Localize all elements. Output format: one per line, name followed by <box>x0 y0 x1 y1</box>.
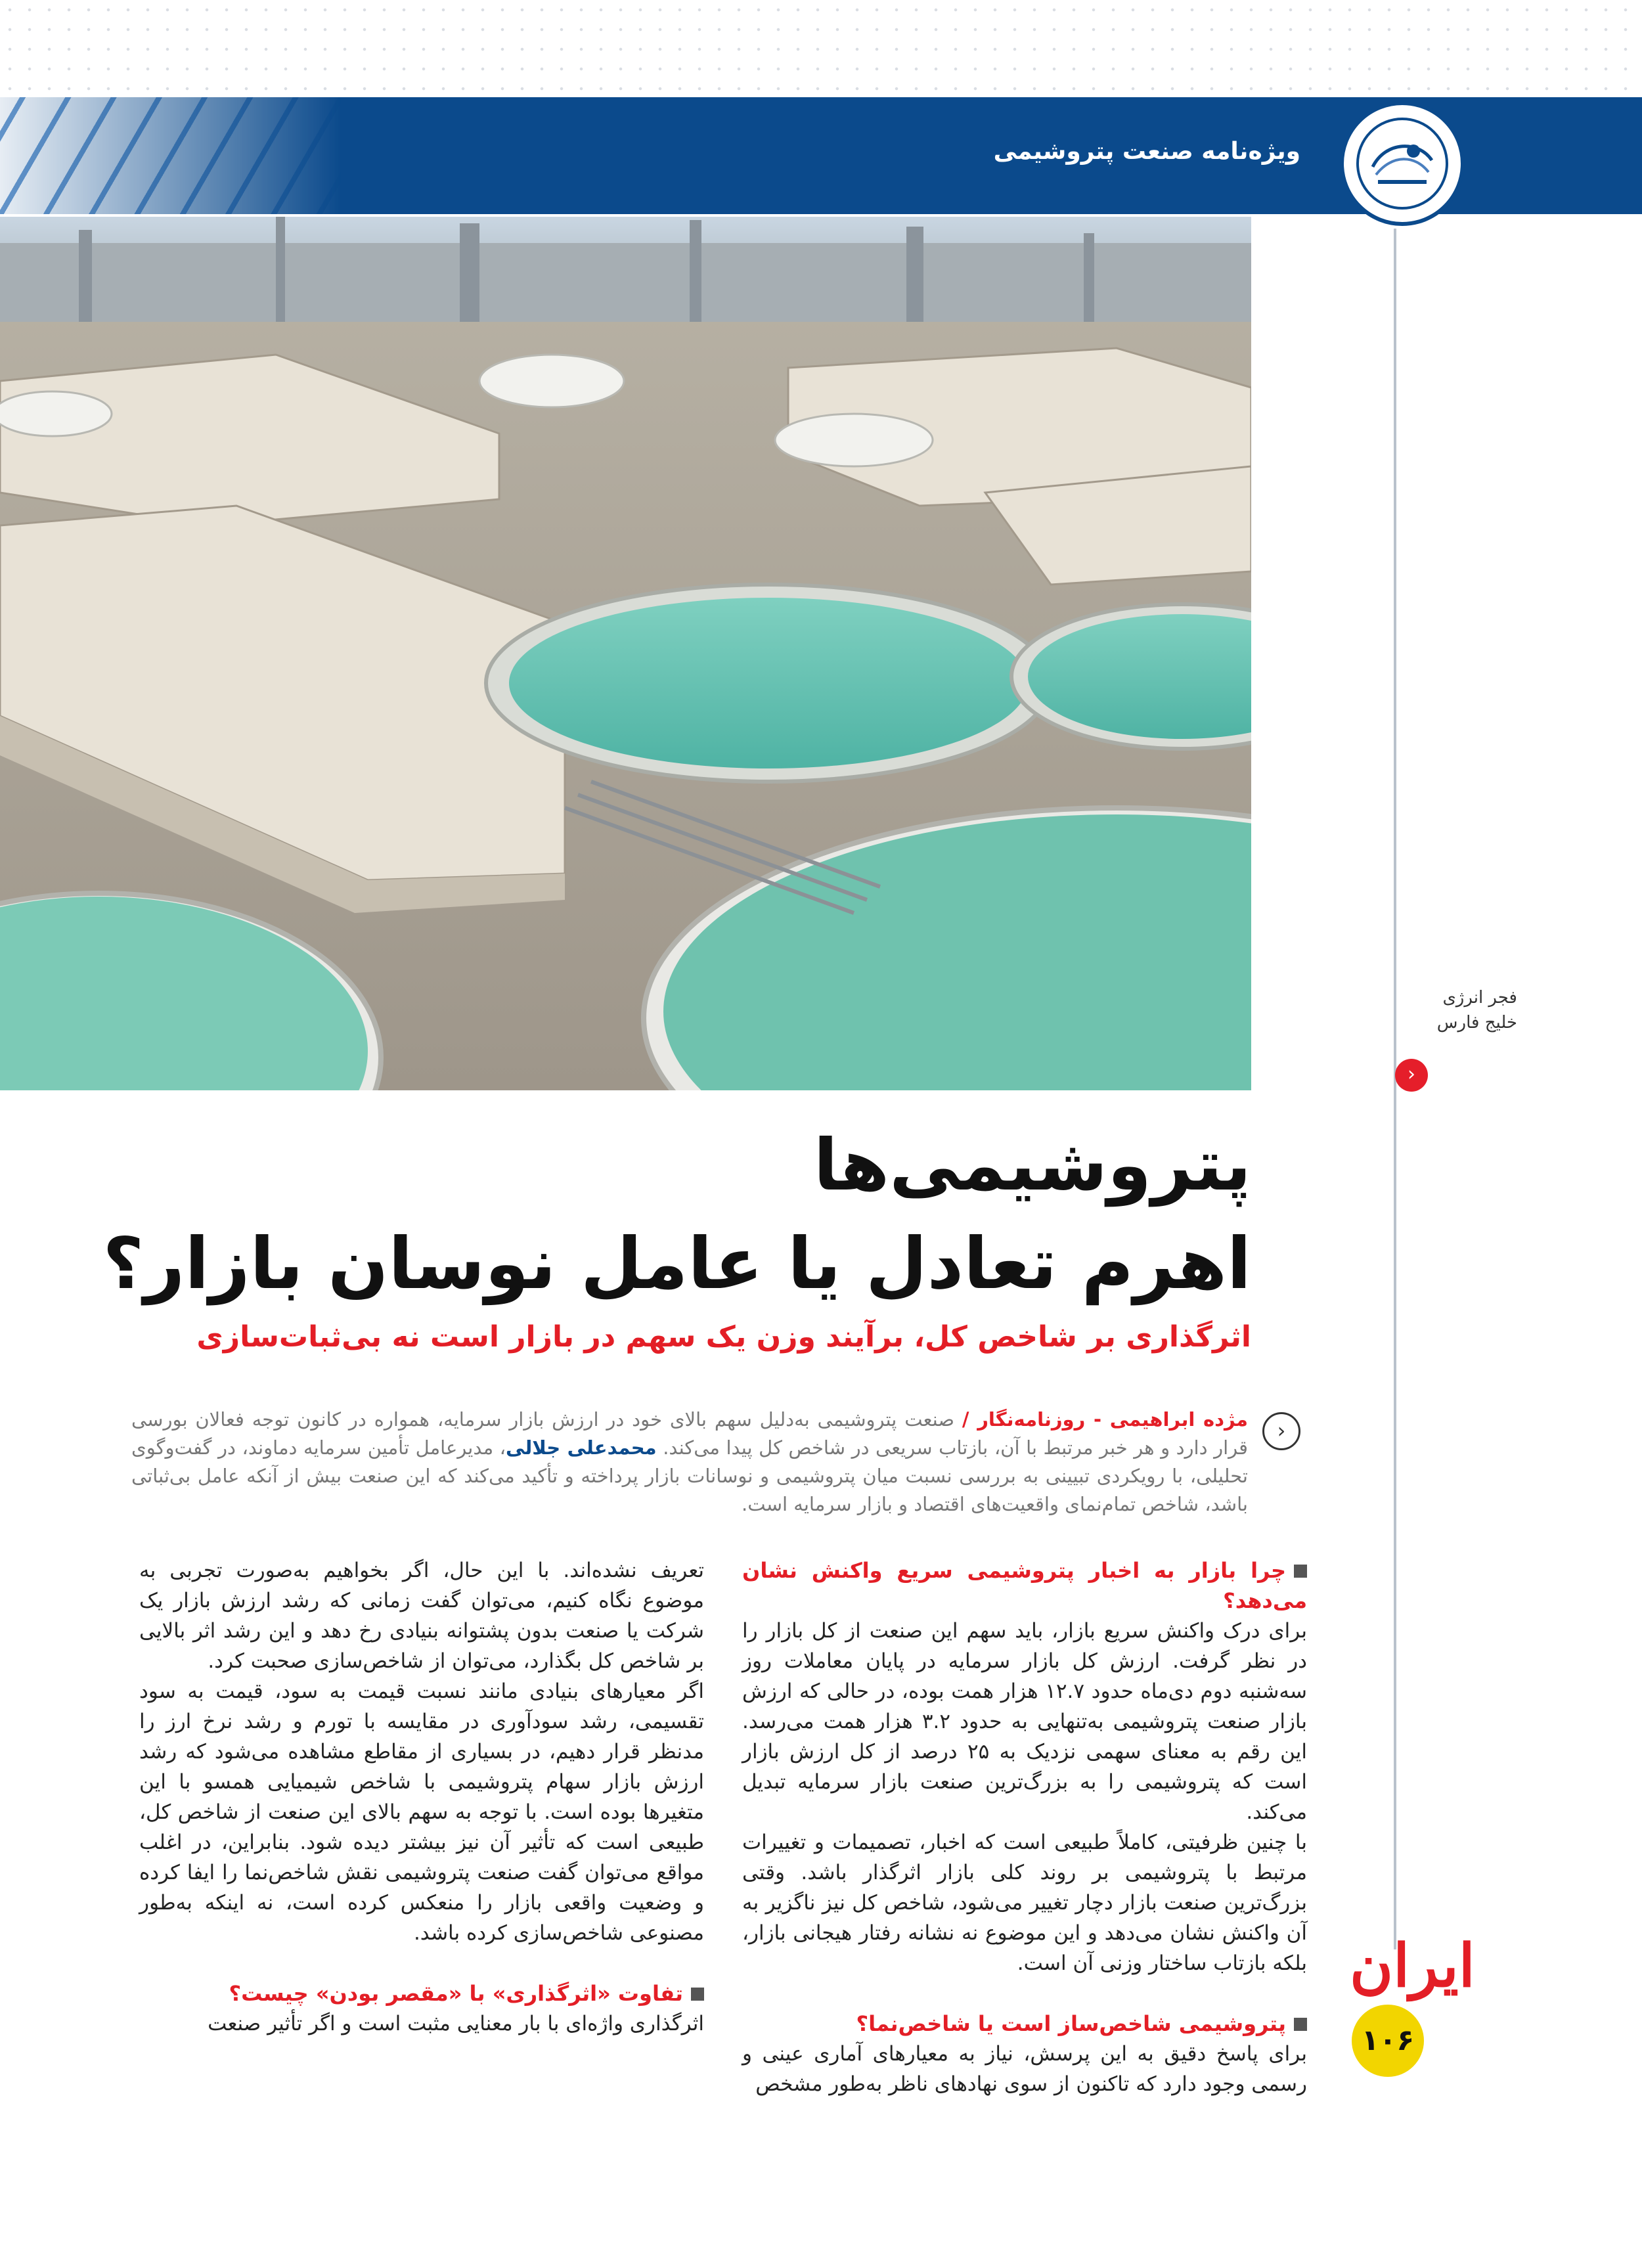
fgpic-logo-icon <box>1340 101 1465 226</box>
paragraph: با چنین ظرفیتی، کاملاً طبیعی است که اخبار، تصمیمات و تغییرات مرتبط با پتروشیمی بر روند کلی بازار اثرگذار باشد. وقتی بزرگ‌ترین صنعت بازار دچار تغییر می‌شود، شاخص کل نیز ناگزیر به آن واکنش نشان می‌دهد و این موضوع نه نشانه رفتار هیجانی بازار، بلکه بازتاب ساختار وزنی آن است. <box>742 1831 1307 1975</box>
section-heading: پتروشیمی شاخص‌ساز است یا شاخص‌نما؟ <box>742 2009 1307 2039</box>
article-column-left <box>139 1555 704 2039</box>
interviewee-name: محمدعلی جلالی <box>506 1436 657 1459</box>
square-bullet-icon <box>1294 1565 1307 1578</box>
lead-author: مژده ابراهیمی - روزنامه‌نگار / <box>962 1408 1248 1431</box>
section-heading: چرا بازار به اخبار پتروشیمی سریع واکنش نشان می‌دهد؟ <box>742 1558 1307 1613</box>
paragraph: برای پاسخ دقیق به این پرسش، نیاز به معیارهای آماری عینی و رسمی وجود دارد که تاکنون از سوی نهادهای ناظر به‌طور مشخص <box>742 2042 1307 2096</box>
top-dot-texture <box>0 0 1642 92</box>
chevron-left-icon: ‹ <box>1262 1412 1300 1450</box>
page-number-badge: ۱۰۶ <box>1352 2005 1424 2077</box>
header-stripes <box>0 97 342 214</box>
side-note-line1: فجر انرژی <box>1442 988 1517 1008</box>
article-column-right <box>742 1555 1307 2099</box>
paragraph: تعریف نشده‌اند. با این حال، اگر بخواهیم به‌صورت تجربی به موضوع نگاه کنیم، می‌توان گفت زمانی که رشد ارزش بازار یک شرکت یا صنعت بدون پشتوانه بنیادی رخ دهد و این رشد اثر بالایی بر شاخص کل بگذارد، می‌توان از شاخص‌سازی صحبت کرد. <box>139 1559 704 1673</box>
side-note-company <box>1412 985 1517 1035</box>
section-heading: تفاوت «اثرگذاری» با «مقصر بودن» چیست؟ <box>139 1978 704 2009</box>
article-title <box>103 1117 1251 1314</box>
section-title: ویژه‌نامه صنعت پتروشیمی <box>993 138 1300 165</box>
lead-text-1: صنعت پتروشیمی به‌دلیل سهم بالای خود در ارزش بازار سرمایه، همواره در کانون توجه فعالان بورسی قرار دارد و هر خبر مرتبط با آن، بازتاب سریعی در شاخص کل پیدا می‌کند. <box>131 1408 1248 1459</box>
paragraph: اثرگذاری واژه‌ای با بار معنایی مثبت است و اگر تأثیر صنعت <box>208 2012 704 2035</box>
chevron-left-icon[interactable]: ‹ <box>1395 1059 1428 1092</box>
side-note-line2: خلیج فارس <box>1436 1013 1517 1033</box>
vertical-divider <box>1394 229 1396 1949</box>
paragraph: برای درک واکنش سریع بازار، باید سهم این صنعت از کل بازار را در نظر گرفت. ارزش کل بازار سرمایه در پایان معاملات روز سه‌شنبه دوم دی‌ماه حدود ۱۲.۷ هزار همت بوده، در حالی که ارزش بازار صنعت پتروشیمی به‌تنهایی به حدود ۳.۲ هزار همت می‌رسد. این رقم به معنای سهمی نزدیک به ۲۵ درصد از کل ارزش بازار است که پتروشیمی را به بزرگ‌ترین صنعت بازار سرمایه تبدیل می‌کند. <box>742 1619 1308 1824</box>
lead-text-2: ، مدیرعامل تأمین سرمایه دماوند، در گفت‌وگوی تحلیلی، با رویکردی تبیینی به بررسی نسبت میان پتروشیمی و نوسانات بازار پرداخته و تأکید می‌کند که این صنعت بیش از آنکه عامل بی‌ثباتی باشد، شاخص تمام‌نمای واقعیت‌های اقتصاد و بازار سرمایه است. <box>131 1436 1248 1515</box>
title-line-1: پتروشیمی‌ها <box>813 1124 1251 1207</box>
square-bullet-icon <box>1294 2018 1307 2031</box>
article-subtitle: اثرگذاری بر شاخص کل، برآیند وزن یک سهم در بازار است نه بی‌ثبات‌سازی <box>196 1320 1251 1354</box>
hero-photo-petrochemical-plant <box>0 217 1251 1090</box>
paragraph: اگر معیارهای بنیادی مانند نسبت قیمت به سود، قیمت به سود تقسیمی، رشد سودآوری در مقایسه با تورم و رشد نرخ ارز را مدنظر قرار دهیم، در بسیاری از مقاطع مشاهده می‌شود که رشد ارزش بازار سهام پتروشیمی با شاخص شیمیایی همسو با این متغیرها بوده است. با توجه به سهم بالای این صنعت از شاخص کل، طبیعی است که تأثیر آن نیز بیشتر دیده شود. بنابراین، در اغلب مواقع می‌توان گفت صنعت پتروشیمی نقش شاخص‌نما را ایفا کرده و وضعیت واقعی بازار را منعکس کرده است، نه اینکه به‌طور مصنوعی شاخص‌سازی کرده باشد. <box>139 1679 704 1945</box>
publication-logo: ایران <box>1350 1931 1475 2001</box>
article-lead <box>131 1406 1248 1519</box>
square-bullet-icon <box>691 1988 704 2001</box>
title-line-2: اهرم تعادل یا عامل نوسان بازار؟ <box>102 1223 1251 1305</box>
